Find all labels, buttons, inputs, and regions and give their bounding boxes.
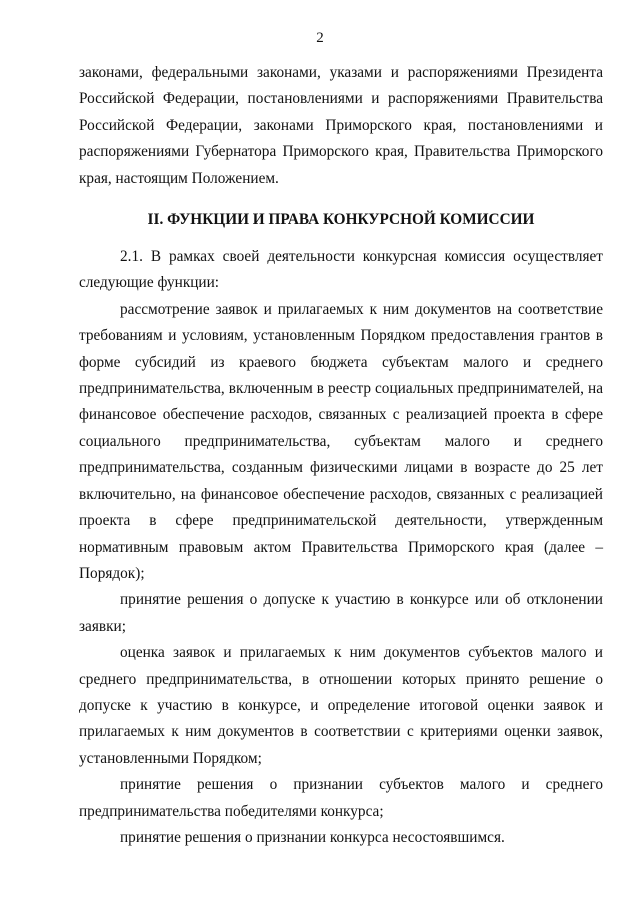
function-item: оценка заявок и прилагаемых к ним документов субъектов малого и среднего предпринимательства, в отношении которых принято решение о допуске к участию в конкурсе, и определение итоговой оценки заявок и прилагаемых к ним документов в соответствии с критериями оценки заявок, установленными Порядком; xyxy=(79,644,603,767)
function-item: рассмотрение заявок и прилагаемых к ним документов на соответствие требованиям и условиям, установленным Порядком предоставления грантов в форме субсидий из краевого бюджета субъектам малого и среднего предпринимательства, включенным в реестр социальных предпринимателей, на финансовое обеспечение расходов, связанных с реализацией проекта в сфере социального предпринимательства, субъектам малого и среднего предпринимательства, созданным физическими лицами в возрасте до 25 лет включительно, на финансовое обеспечение расходов, связанных с реализацией проекта в сфере предпринимательской деятельности, утвержденным нормативным правовым актом Правительства Приморского края (далее – Порядок); xyxy=(79,300,603,582)
function-item: принятие решения о признании субъектов малого и среднего предпринимательства победителями конкурса; xyxy=(79,776,603,820)
function-item: принятие решения о признании конкурса несостоявшимся. xyxy=(120,828,505,846)
intro-paragraph: законами, федеральными законами, указами и распоряжениями Президента Российской Федерации, постановлениями и распоряжениями Правительства Российской Федерации, законами Приморского края, постановлениями и распоряжениями Губернатора Приморского края, Правительства Приморского края, настоящим Положением. xyxy=(79,64,603,187)
page-number: 2 xyxy=(316,30,324,46)
document-body xyxy=(79,60,603,851)
section-heading: II. ФУНКЦИИ И ПРАВА КОНКУРСНОЙ КОМИССИИ xyxy=(147,211,535,229)
function-item: принятие решения о допуске к участию в конкурсе или об отклонении заявки; xyxy=(79,591,603,635)
clause-2-1: 2.1. В рамках своей деятельности конкурсная комиссия осуществляет следующие функции: xyxy=(79,248,603,292)
